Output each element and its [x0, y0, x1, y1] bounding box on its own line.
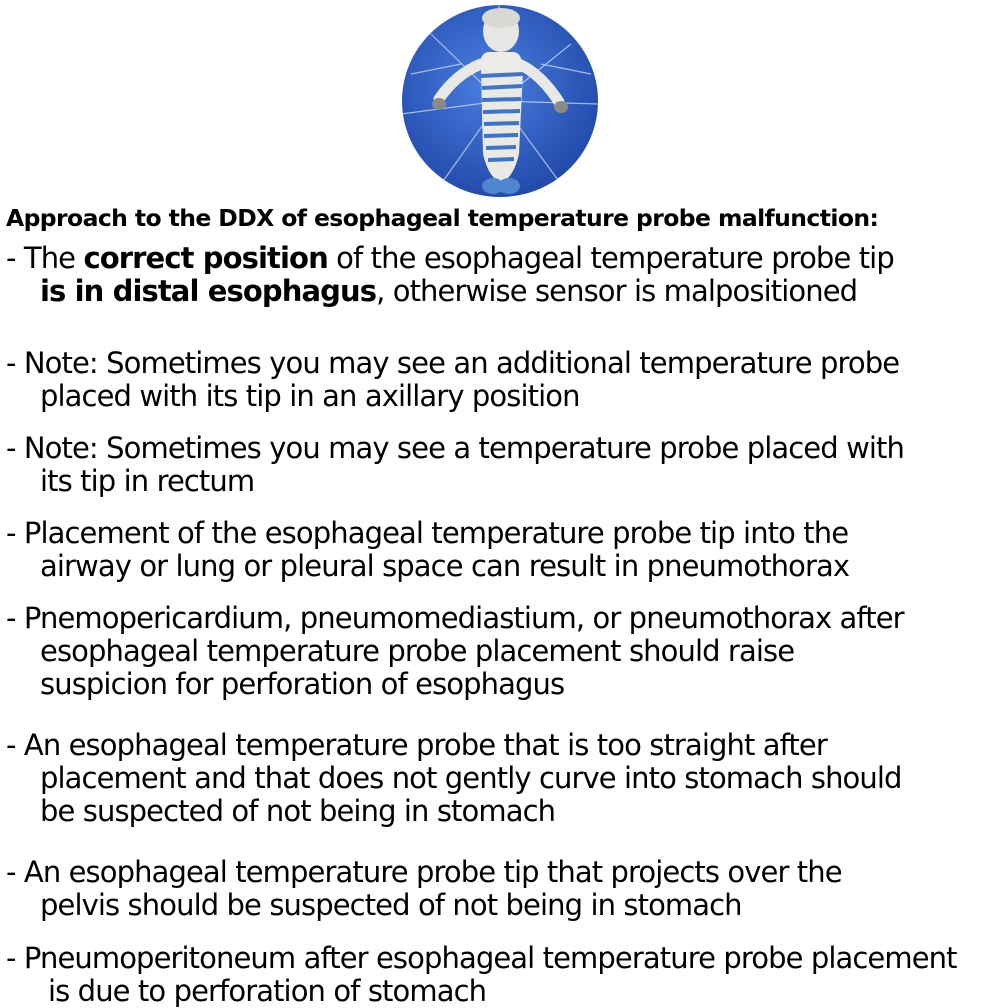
text: be suspected of not being in stomach: [40, 794, 556, 828]
infant-medallion-image: [401, 4, 599, 198]
text: - An esophageal temperature probe tip that projects over the: [6, 855, 842, 889]
bold-text: is in distal esophagus: [40, 274, 377, 308]
bullet-continuation: [40, 464, 254, 498]
text: pelvis should be suspected of not being in stomach: [40, 888, 742, 922]
text: - Pnemopericardium, pneumomediastium, or pneumothorax after: [6, 601, 904, 635]
bullet-item: [6, 601, 904, 635]
text: - The: [6, 241, 84, 275]
bullet-continuation: [40, 667, 564, 701]
bullet-continuation: [48, 974, 486, 1008]
bullet-continuation: [40, 634, 794, 668]
bold-text: correct position: [83, 241, 328, 275]
text: placement and that does not gently curve into stomach should: [40, 761, 902, 795]
bullet-continuation: [40, 761, 902, 795]
bullet-item: [6, 728, 827, 762]
text: suspicion for perforation of esophagus: [40, 667, 565, 701]
text: airway or lung or pleural space can result in pneumothorax: [40, 549, 850, 583]
text: - Placement of the esophageal temperature probe tip into the: [6, 516, 849, 550]
bullet-item: [6, 516, 848, 550]
bullet-item: [6, 855, 842, 889]
text: of the esophageal temperature probe tip: [327, 241, 894, 275]
bullet-item: [6, 346, 899, 380]
bullet-item: [6, 431, 904, 465]
bullet-continuation: [40, 379, 580, 413]
text: esophageal temperature probe placement should raise: [40, 634, 795, 668]
text: its tip in rectum: [40, 464, 255, 498]
text: , otherwise sensor is malpositioned: [376, 274, 858, 308]
page-heading: Approach to the DDX of esophageal temperature probe malfunction:: [6, 204, 879, 232]
bullet-continuation: [40, 794, 555, 828]
text: placed with its tip in an axillary position: [40, 379, 580, 413]
text: - Note: Sometimes you may see a temperature probe placed with: [6, 431, 904, 465]
bullet-item: [6, 941, 957, 975]
bullet-continuation: [40, 549, 849, 583]
text: - Pneumoperitoneum after esophageal temperature probe placement: [6, 941, 957, 975]
text: is due to perforation of stomach: [48, 974, 487, 1008]
text: - Note: Sometimes you may see an additional temperature probe: [6, 346, 900, 380]
bullet-item: [6, 241, 894, 275]
text: - An esophageal temperature probe that is too straight after: [6, 728, 827, 762]
bullet-continuation: [40, 274, 857, 308]
bullet-continuation: [40, 888, 742, 922]
